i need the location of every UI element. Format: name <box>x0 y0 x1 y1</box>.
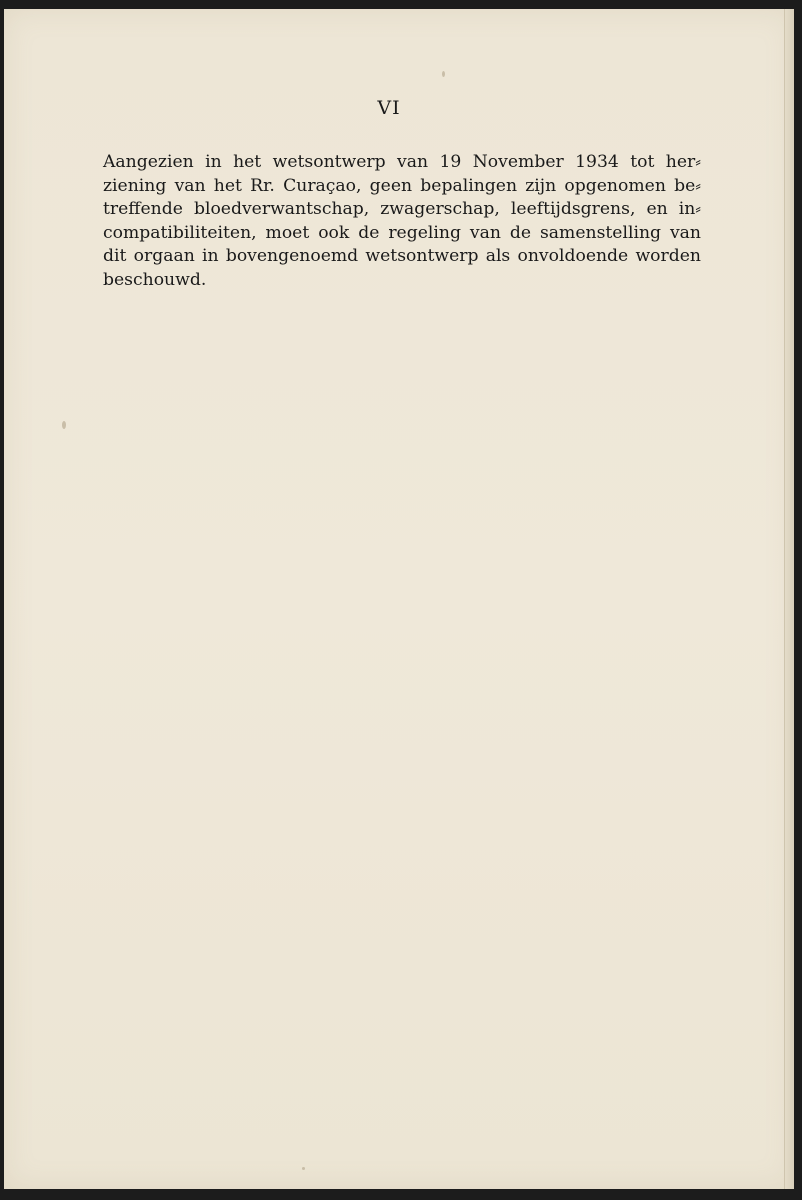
paper-speck <box>442 71 445 77</box>
paragraph-line: Aangezien in het wetsontwerp van 19 November 1934 tot her⸗ <box>103 152 701 172</box>
page-number: VI <box>377 97 401 119</box>
paragraph-line: beschouwd. <box>103 269 207 290</box>
page-edge <box>784 9 794 1189</box>
paragraph-line: dit orgaan in bovengenoemd wetsontwerp als onvoldoende worden <box>103 246 701 267</box>
body-paragraph <box>103 151 701 293</box>
paragraph-line: treffende bloedverwantschap, zwagerschap, leeftijdsgrens, en in⸗ <box>103 199 701 220</box>
paragraph-line: ziening van het Rr. Curaçao, geen bepalingen zijn opgenomen be⸗ <box>103 175 701 196</box>
document-page <box>4 9 794 1189</box>
paper-speck <box>302 1167 305 1170</box>
paper-speck <box>62 421 66 429</box>
paragraph-line: compatibiliteiten, moet ook de regeling van de samenstelling van <box>103 222 701 243</box>
